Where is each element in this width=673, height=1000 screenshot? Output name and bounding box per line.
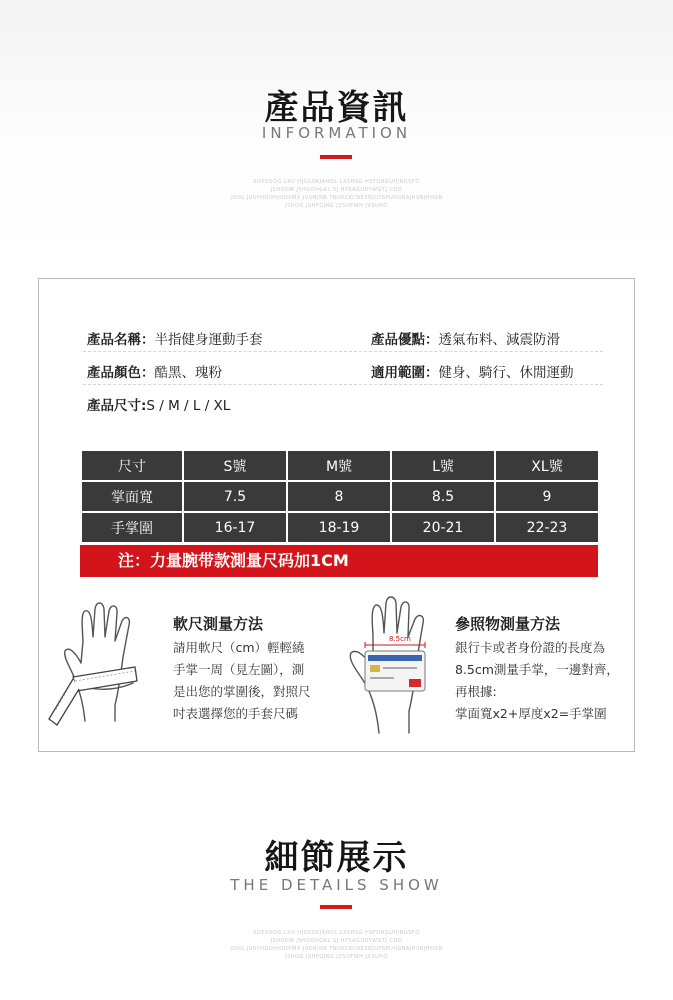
info-faint-text bbox=[0, 178, 673, 210]
product-use bbox=[371, 361, 574, 381]
size-note-banner: 注：力量腕带款測量尺码加1CM bbox=[80, 545, 598, 577]
product-feature-value: 透氣布料、減震防滑 bbox=[438, 332, 560, 348]
faint-line: JSHOGM JSHGOHGKL SJ HYSAGUDYWGTJ COO bbox=[270, 938, 403, 944]
table-cell: 16-17 bbox=[183, 512, 287, 543]
details-title: 細節展示 bbox=[264, 838, 409, 878]
product-color bbox=[87, 361, 222, 381]
table-row bbox=[81, 481, 599, 512]
product-info-panel bbox=[38, 278, 635, 752]
table-cell: 22-23 bbox=[495, 512, 599, 543]
product-use-label: 適用範圍： bbox=[371, 365, 439, 381]
product-feature bbox=[371, 328, 560, 348]
info-red-divider bbox=[320, 155, 352, 159]
faint-line: JSHOG JSHFGJNG JZSOFWH JXSUHO bbox=[285, 203, 388, 209]
text-line: 手掌一周（見左圖），測 bbox=[173, 662, 305, 677]
hand-card-measure-icon bbox=[339, 595, 449, 737]
dashed-divider bbox=[83, 351, 603, 352]
faint-line: SOPSOOG LXU HJSGOKJAHOL LXSHSG HSFDHGUHJNGSFO bbox=[253, 930, 420, 936]
info-subtitle: INFORMATION bbox=[261, 124, 412, 142]
ref-measure-text bbox=[455, 637, 619, 725]
info-title: 產品資訊 bbox=[264, 88, 409, 128]
table-cell: 手掌圍 bbox=[81, 512, 183, 543]
table-row bbox=[81, 512, 599, 543]
product-color-value: 酷黑、瑰粉 bbox=[154, 365, 222, 381]
size-table bbox=[80, 449, 600, 544]
table-cell: 掌面寬 bbox=[81, 481, 183, 512]
product-name-value: 半指健身運動手套 bbox=[154, 332, 263, 348]
text-line: 掌面寬x2+厚度x2=手掌圍 bbox=[455, 706, 607, 721]
table-cell: 8.5 bbox=[391, 481, 495, 512]
table-cell: 18-19 bbox=[287, 512, 391, 543]
hand-tape-measure-icon bbox=[45, 601, 165, 729]
text-line: 再根據: bbox=[455, 684, 497, 699]
table-cell: 9 bbox=[495, 481, 599, 512]
table-cell: 8 bbox=[287, 481, 391, 512]
faint-line: JSHG JUSYHGOHJOOVMX JVOBJNB TNUKCKCNEXOJUYSPUHGBAJHVBJHHGB bbox=[230, 195, 443, 201]
faint-line: JSHOGM JSHGOHGKL SJ HYSAGUDYWGTJ COO bbox=[270, 187, 403, 193]
product-color-label: 產品顏色： bbox=[87, 365, 155, 381]
table-header-cell: M號 bbox=[287, 450, 391, 481]
soft-measure-text bbox=[173, 637, 311, 725]
dashed-divider bbox=[83, 384, 603, 385]
details-red-divider bbox=[320, 905, 352, 909]
card-length-label: 8.5cm bbox=[389, 635, 411, 643]
product-name bbox=[87, 328, 263, 348]
text-line: 是出您的掌圍後，對照尺 bbox=[173, 684, 311, 699]
faint-line: JSHOG JSHFGJNG JZSOFWH JXSUHO bbox=[285, 954, 388, 960]
text-line: 請用軟尺（cm）輕輕繞 bbox=[173, 640, 305, 655]
table-header-cell: S號 bbox=[183, 450, 287, 481]
faint-line: JSHG JUSYHGOHJOOVMX JVOBJNB TNUKCKCNEXOJUYSPUHGBAJHVBJHHGB bbox=[230, 946, 443, 952]
faint-line: SOPSOOG LXU HJSGOKJAHOL LXSHSG HSFDHGUHJNGSFO bbox=[253, 179, 420, 185]
details-faint-text bbox=[0, 929, 673, 961]
product-feature-label: 產品優點： bbox=[371, 332, 439, 348]
product-size bbox=[87, 394, 230, 414]
product-size-value: S / M / L / XL bbox=[146, 398, 231, 414]
table-cell: 7.5 bbox=[183, 481, 287, 512]
details-subtitle: THE DETAILS SHOW bbox=[230, 876, 443, 894]
text-line: 銀行卡或者身份證的長度為 bbox=[455, 640, 606, 655]
table-header-cell: L號 bbox=[391, 450, 495, 481]
soft-measure-title: 軟尺測量方法 bbox=[173, 615, 264, 633]
table-cell: 20-21 bbox=[391, 512, 495, 543]
table-header-cell: XL號 bbox=[495, 450, 599, 481]
product-name-label: 產品名稱： bbox=[87, 332, 155, 348]
text-line: 8.5cm測量手掌，一邊對齊， bbox=[455, 662, 619, 677]
product-size-label: 產品尺寸: bbox=[87, 398, 147, 414]
table-header-cell: 尺寸 bbox=[81, 450, 183, 481]
table-header-row bbox=[81, 450, 599, 481]
text-line: 吋表選擇您的手套尺碼 bbox=[173, 706, 299, 721]
ref-measure-title: 參照物測量方法 bbox=[455, 615, 561, 633]
product-use-value: 健身、騎行、休閒運動 bbox=[438, 365, 574, 381]
